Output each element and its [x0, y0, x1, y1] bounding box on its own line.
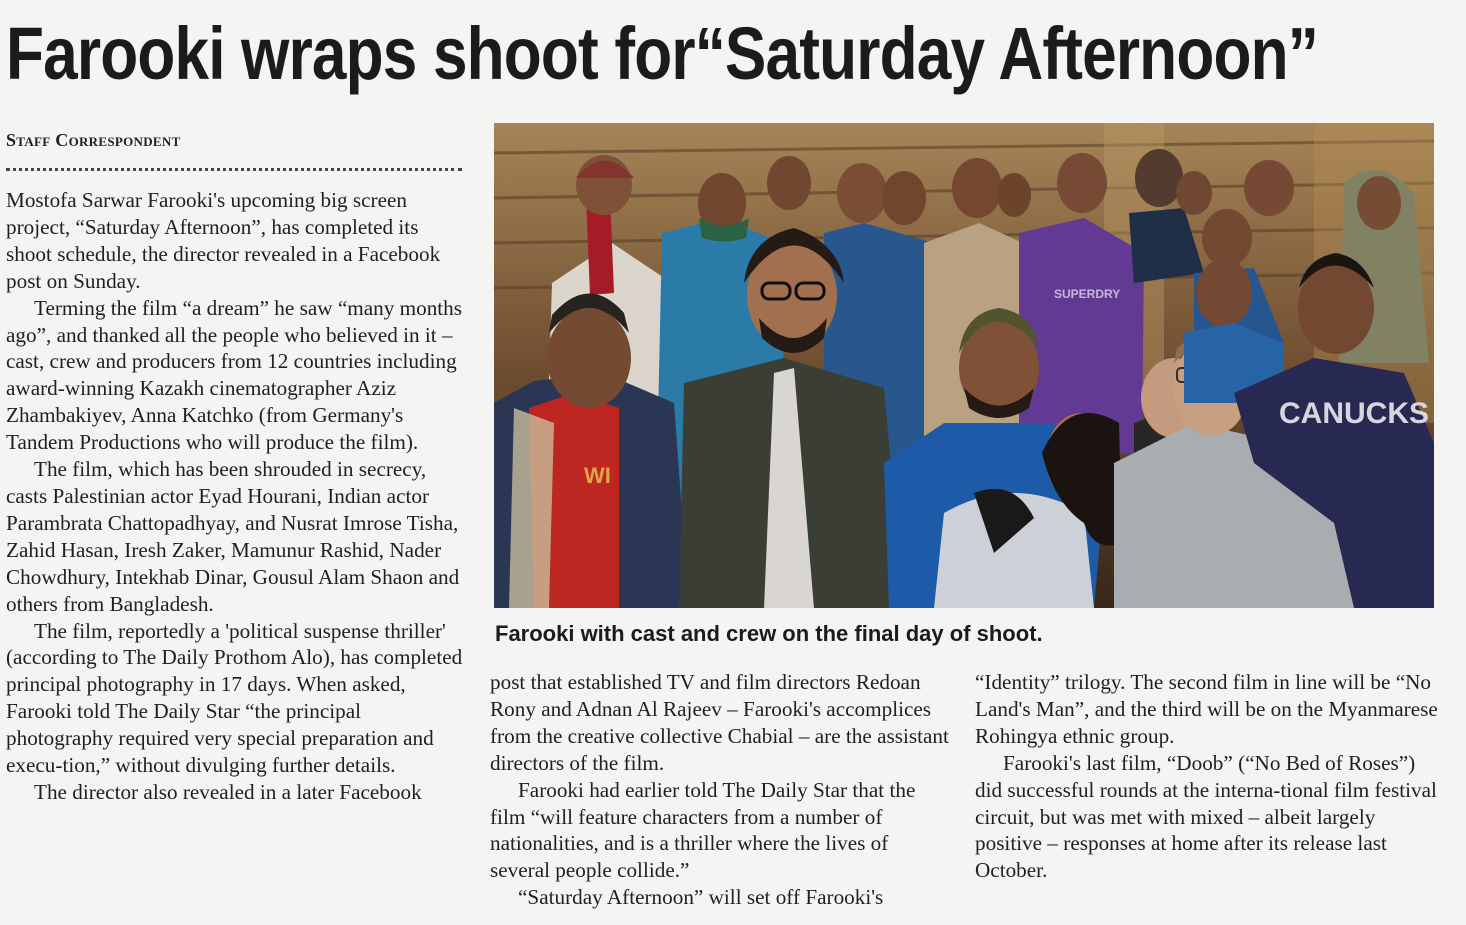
article-column-2	[490, 669, 952, 911]
paragraph: Terming the film “a dream” he saw “many months ago”, and thanked all the people who believed in it –cast, crew and producers from 12 countries including award-winning Kazakh cinematographer Aziz Zhambakiyev, Anna Katchko (from Germany's Tandem Productions who will produce the film).	[6, 295, 463, 455]
paragraph: Mostofa Sarwar Farooki's upcoming big screen project, “Saturday Afternoon”, has completed its shoot schedule, the director revealed in a Facebook post on Sunday.	[6, 188, 441, 293]
article-column-3	[975, 669, 1439, 884]
svg-text:WI: WI	[584, 463, 611, 488]
paragraph: Farooki had earlier told The Daily Star that the film “will feature characters from a number of nationalities, and is a thriller where the lives of several people collide.”	[490, 777, 916, 883]
group-photo	[494, 123, 1434, 608]
article-column-1	[6, 187, 468, 806]
paragraph: The director also revealed in a later Facebook	[34, 779, 422, 804]
paragraph: Farooki's last film, “Doob” (“No Bed of Roses”) did successful rounds at the interna-tional film festival circuit, but was met with mixed – albeit largely positive – responses at home after its release last October.	[975, 750, 1437, 883]
paragraph: The film, which has been shrouded in secrecy, casts Palestinian actor Eyad Hourani, Indian actor Parambrata Chattopadhyay, and Nusrat Imrose Tisha, Zahid Hasan, Iresh Zaker, Mamunur Rashid, Nader Chowdhury, Intekhab Dinar, Gousul Alam Shaon and others from Bangladesh.	[6, 457, 460, 616]
photo-caption: Farooki with cast and crew on the final day of shoot.	[495, 621, 1043, 646]
paragraph: The film, reportedly a 'political suspense thriller' (according to The Daily Prothom Alo), has completed principal photography in 17 days. When asked, Farooki told The Daily Star “the principal photography required very special preparation and execu-tion,” without divulging further details.	[6, 618, 463, 778]
hoodie-print: SUPERDRY	[1054, 287, 1121, 301]
paragraph: post that established TV and film directors Redoan Rony and Adnan Al Rajeev – Farooki's accomplices from the creative collective Chabial – are the assistant directors of the film.	[490, 670, 949, 775]
paragraph: “Saturday Afternoon” will set off Farooki's	[518, 885, 884, 910]
article-headline: Farooki wraps shoot for“Saturday Afternoon”	[6, 12, 1318, 95]
article-byline: Staff Correspondent	[6, 130, 181, 150]
paragraph: “Identity” trilogy. The second film in line will be “No Land's Man”, and the third will be on the Myanmarese Rohingya ethnic group.	[975, 670, 1438, 748]
sweatshirt-print: CANUCKS	[1279, 397, 1429, 430]
byline-divider	[6, 168, 462, 171]
